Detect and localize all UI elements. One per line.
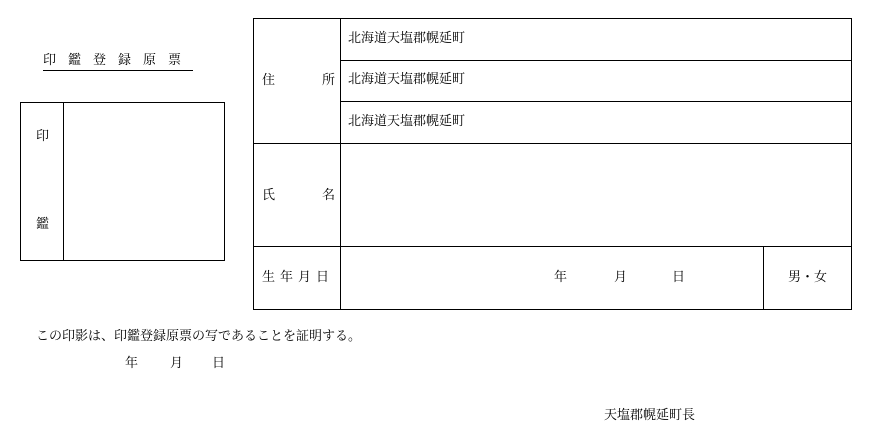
address-label-left: 住: [262, 73, 276, 88]
address-line-1: 北海道天塩郡幌延町: [348, 31, 466, 46]
address-line-2: 北海道天塩郡幌延町: [348, 72, 466, 87]
gender-options[interactable]: 男・女: [788, 270, 828, 285]
table-label-divider: [340, 18, 341, 310]
name-label-right: 名: [322, 188, 336, 203]
gender-divider: [763, 246, 764, 310]
issuer-name: 天塩郡幌延町長: [604, 408, 696, 423]
name-label-left: 氏: [262, 188, 276, 203]
section-divider: [253, 143, 852, 144]
cert-month-unit: 月: [170, 356, 184, 371]
seal-impression-area[interactable]: [64, 103, 224, 260]
birth-year-unit: 年: [554, 270, 568, 285]
cert-day-unit: 日: [212, 356, 226, 371]
document-title: 印鑑登録原票: [43, 53, 193, 71]
cert-year-unit: 年: [125, 356, 139, 371]
birth-day-unit: 日: [672, 270, 686, 285]
seal-label-bottom: 鑑: [36, 217, 50, 232]
address-row-divider: [340, 60, 852, 61]
seal-label-top: 印: [36, 129, 50, 144]
certification-statement: この印影は、印鑑登録原票の写であることを証明する。: [36, 329, 362, 344]
birth-month-unit: 月: [614, 270, 628, 285]
address-label-right: 所: [322, 73, 336, 88]
address-row-divider: [340, 101, 852, 102]
birth-label: 生年月日: [262, 270, 335, 285]
address-line-3: 北海道天塩郡幌延町: [348, 114, 466, 129]
